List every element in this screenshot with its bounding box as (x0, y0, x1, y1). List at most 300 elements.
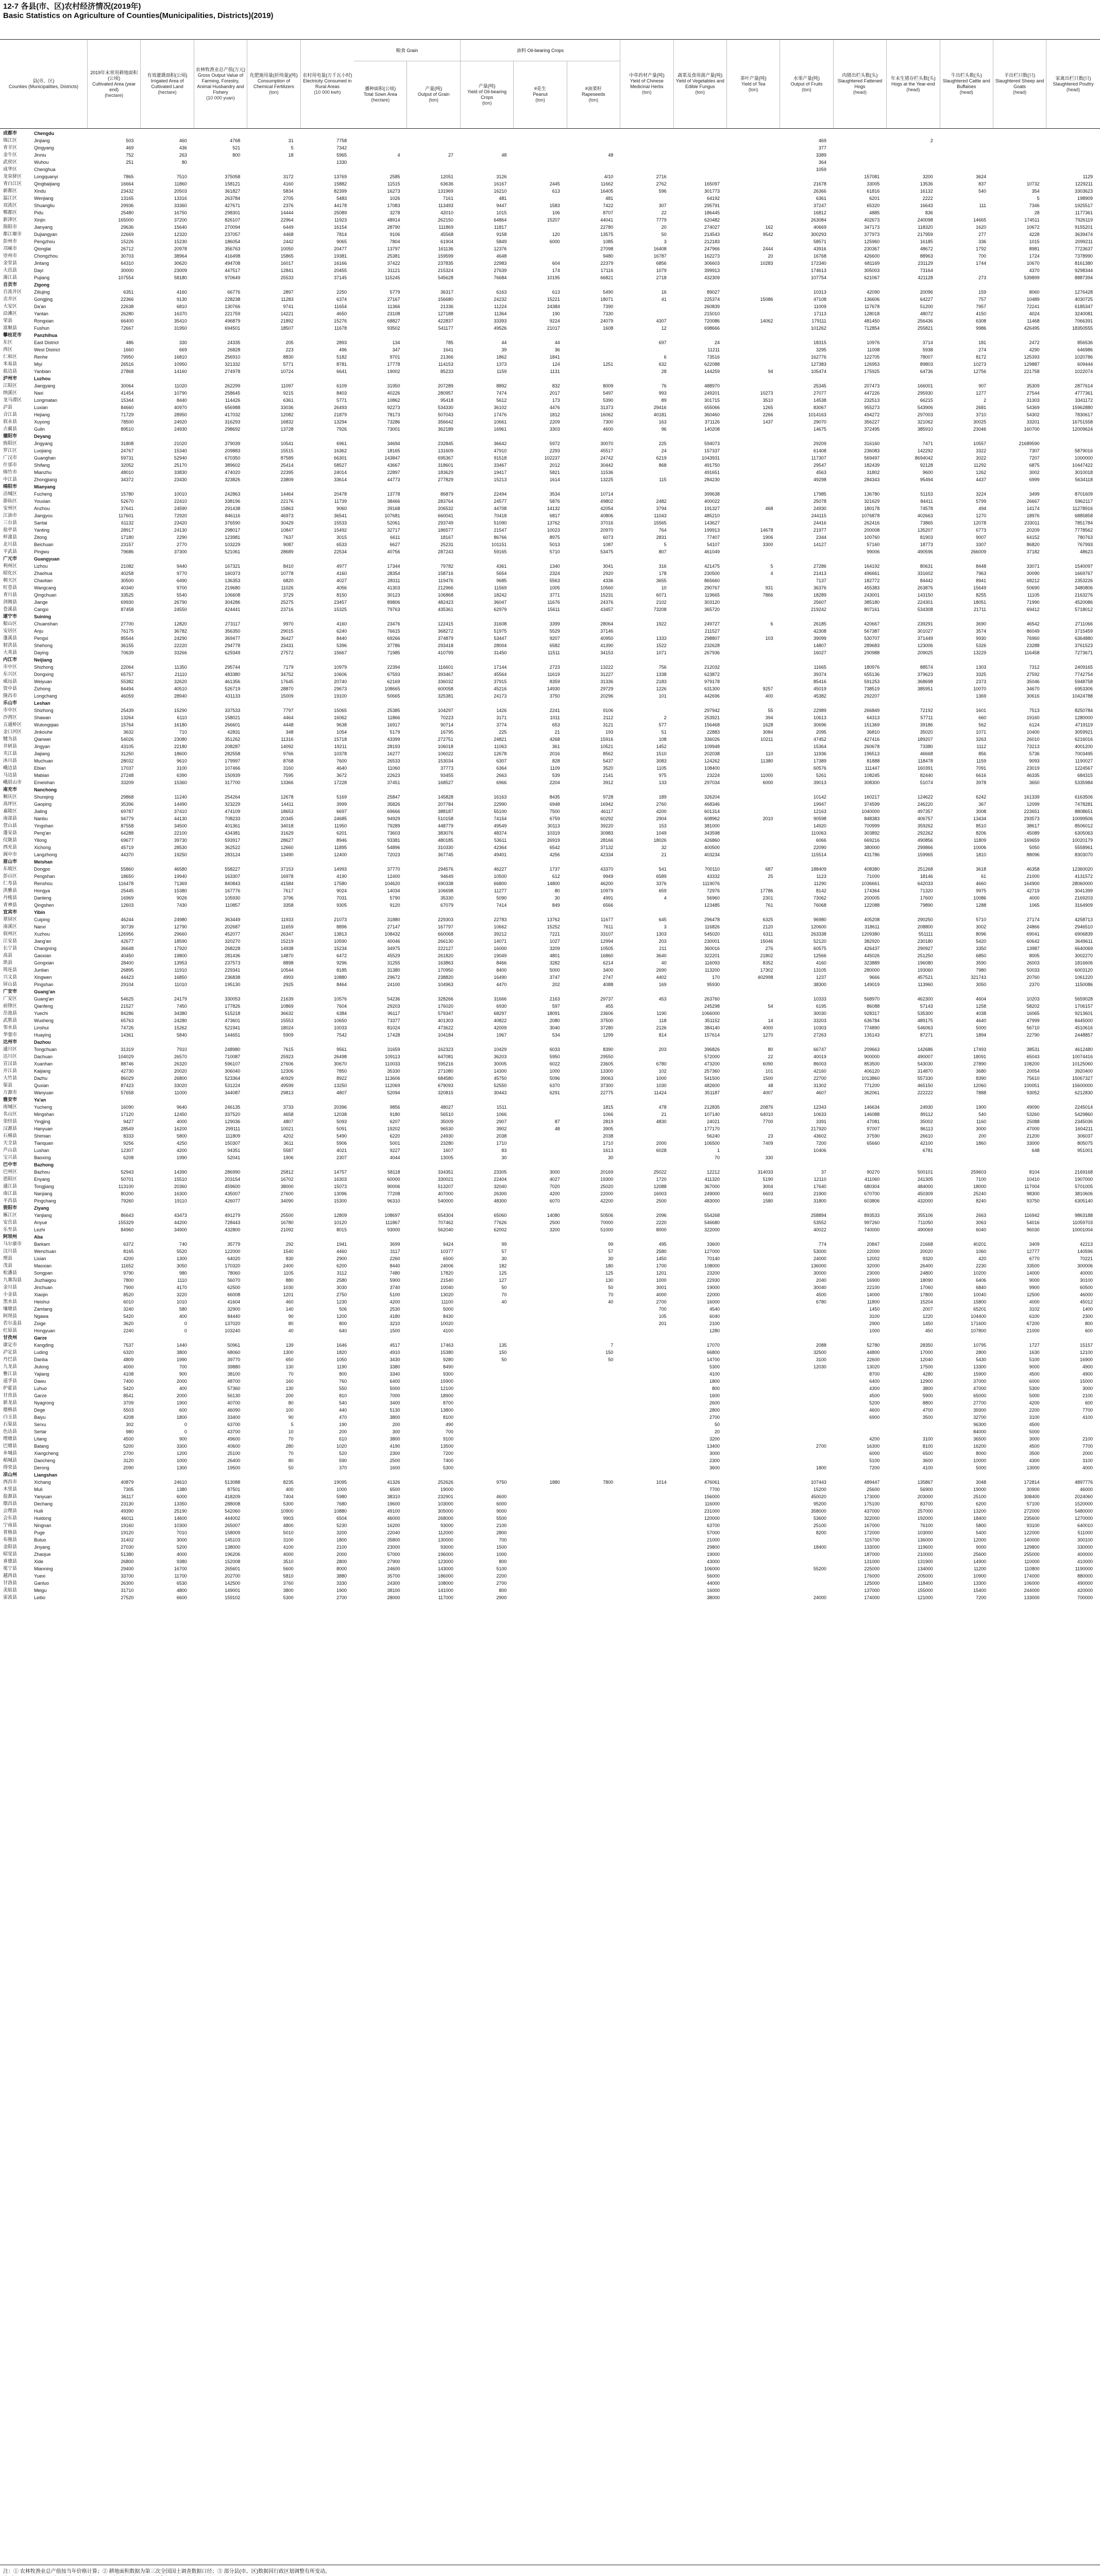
cell-value: 2010 (763, 816, 773, 821)
cell-value: 207473 (864, 383, 880, 388)
cell-value: 52780 (867, 1343, 880, 1348)
cell-value: 417032 (225, 412, 241, 417)
region-name-cn: 崇州市 (3, 253, 18, 259)
cell-value: 76 (661, 383, 667, 388)
cell-value: 50 (501, 1357, 507, 1362)
region-name-en: Jintang (34, 261, 49, 266)
cell-value: 6040 (709, 1314, 720, 1319)
region-name-cn: 华蓥市 (3, 1032, 18, 1038)
cell-value: 233011 (1024, 520, 1040, 526)
cell-value: 297003 (917, 412, 933, 417)
cell-value: 237573 (225, 960, 241, 965)
cell-value: 426077 (225, 1198, 241, 1204)
region-name-en: Xindu (34, 189, 46, 194)
cell-value: 2445 (549, 181, 560, 187)
table-row (0, 1587, 1100, 1594)
cell-value: 51200 (920, 304, 933, 309)
cell-value: 283764 (437, 499, 453, 504)
cell-value: 13953 (174, 960, 187, 965)
region-name-en: Heishui (34, 1299, 50, 1304)
cell-value: 8060 (1029, 290, 1040, 295)
cell-value: 13813 (334, 931, 347, 937)
region-name-en: Serxu (34, 1422, 46, 1427)
cell-value: 7850 (336, 1069, 347, 1074)
cell-value: 188409 (810, 867, 826, 872)
region-name-cn: 广元市 (3, 556, 18, 562)
region-name-en: Naxi (34, 391, 44, 396)
cell-value: 10074416 (1072, 1054, 1093, 1059)
cell-value: 27592 (1026, 672, 1040, 677)
cell-value: 137020 (225, 1321, 241, 1326)
cell-value: 10847 (280, 528, 294, 533)
cell-value: 12400 (334, 852, 347, 857)
region-name-cn: 利州区 (3, 564, 18, 569)
cell-value: 26003 (1026, 960, 1040, 965)
cell-value: 11008 (867, 347, 880, 352)
cell-value: 2530 (390, 1307, 400, 1312)
cell-value: 856536 (1077, 340, 1093, 345)
region-name-en: Leshan (34, 701, 50, 706)
region-name-cn: 射洪县 (3, 643, 18, 648)
cell-value: 1251 (603, 362, 614, 367)
region-name-cn: 九龙县 (3, 1364, 18, 1369)
cell-value: 28950 (174, 412, 187, 417)
cell-value: 3102 (1029, 1307, 1040, 1312)
cell-value: 29868 (121, 794, 134, 800)
table-row (0, 151, 1100, 159)
cell-value: 3 (664, 924, 667, 929)
cell-value: 110000 (1024, 1559, 1040, 1564)
cell-value: 66008 (227, 1292, 241, 1297)
cell-value: 7537 (123, 1343, 134, 1348)
region-name-cn: 游仙区 (3, 499, 18, 504)
cell-value: 26610 (920, 1133, 933, 1139)
region-name-en: Ganluo (34, 1581, 49, 1586)
cell-value: 543030 (917, 1061, 933, 1066)
cell-value: 2585 (390, 174, 400, 179)
cell-value: 37247 (813, 203, 826, 208)
cell-value: 462300 (917, 996, 933, 1002)
cell-value: 8887394 (1074, 275, 1093, 280)
cell-value: 1646 (336, 1343, 347, 1348)
cell-value: 3800 (922, 1386, 933, 1391)
cell-value: 10544 (280, 968, 294, 973)
cell-value: 6240 (336, 629, 347, 634)
region-name-en: Panzhihua (34, 333, 58, 338)
cell-value: 11350 (174, 665, 187, 670)
table-row (0, 685, 1100, 692)
cell-value: 6999 (1029, 477, 1040, 482)
region-name-cn: 青神县 (3, 903, 18, 908)
cell-value: 37641 (121, 506, 134, 511)
cell-value: 141000 (437, 1588, 453, 1593)
cell-value: 124 (552, 362, 560, 367)
cell-value: 1900 (336, 1588, 347, 1593)
region-name-cn: 简阳市 (3, 225, 18, 230)
table-row (0, 231, 1100, 238)
cell-value: 360016 (704, 946, 720, 951)
cell-value: 3618 (976, 867, 987, 872)
cell-value: 11700 (174, 1573, 187, 1579)
cell-value: 10319 (547, 831, 560, 836)
cell-value: 137000 (864, 1588, 880, 1593)
cell-value: 21 (661, 852, 667, 857)
cell-value: 11364 (494, 311, 507, 316)
region-name-cn: 武胜县 (3, 1018, 18, 1023)
cell-value: 90006 (387, 1184, 400, 1189)
cell-value: 1277 (976, 391, 987, 396)
cell-value: 15600000 (1072, 1083, 1093, 1088)
table-row (0, 793, 1100, 801)
cell-value: 8896 (336, 924, 347, 929)
cell-value: 280957 (437, 391, 453, 396)
cell-value: 13225 (600, 477, 614, 482)
cell-value: 785 (445, 340, 453, 345)
cell-value: 116478 (119, 881, 134, 886)
cell-value: 48623 (1079, 549, 1093, 554)
cell-value: 4200 (176, 1148, 187, 1153)
cell-value: 15226 (121, 239, 134, 244)
cell-value: 249727 (704, 621, 720, 626)
cell-value: 2301 (763, 895, 773, 901)
cell-value: 351262 (225, 737, 241, 742)
cell-value: 1400 (1082, 1307, 1093, 1312)
cell-value: 2663 (976, 1213, 987, 1218)
cell-value: 74726 (121, 1025, 134, 1030)
cell-value: 1300 (176, 1256, 187, 1261)
cell-value: 251250 (917, 953, 933, 958)
region-name-cn: 巴塘县 (3, 1444, 18, 1449)
cell-value: 16961 (494, 427, 507, 432)
table-row (0, 808, 1100, 815)
cell-value: 15000 (1079, 1379, 1093, 1384)
region-name-cn: 甘孜县 (3, 1393, 18, 1398)
cell-value: 8410 (283, 564, 294, 569)
cell-value: 7200 (869, 1465, 880, 1470)
table-row (0, 1154, 1100, 1161)
cell-value: 3002 (976, 924, 987, 929)
cell-value: 18146 (920, 874, 933, 879)
cell-value: 263338 (810, 931, 826, 937)
cell-value: 36155 (121, 643, 134, 648)
cell-value: 6201 (869, 196, 880, 201)
cell-value: 61132 (121, 520, 134, 526)
cell-value: 263 (179, 152, 187, 158)
region-name-cn: 雁江区 (3, 1213, 18, 1218)
cell-value: 24980 (174, 917, 187, 922)
cell-value: 2762 (656, 181, 667, 187)
cell-value: 780763 (1077, 535, 1093, 540)
region-name-en: Jinyang (34, 1545, 50, 1550)
cell-value: 16751558 (1072, 419, 1093, 425)
cell-value: 17037 (121, 766, 134, 771)
cell-value: 6200 (976, 1501, 987, 1506)
cell-value: 178 (658, 571, 667, 576)
cell-value: 7963 (976, 571, 987, 576)
cell-value: 28193 (387, 744, 400, 749)
region-name-en: Shizhong (34, 708, 54, 713)
cell-value: 35330 (387, 1069, 400, 1074)
cell-value: 3303 (549, 427, 560, 432)
cell-value: 330021 (437, 1177, 453, 1182)
cell-value: 40 (501, 1299, 507, 1304)
cell-value: 2472 (1029, 340, 1040, 345)
cell-value: 1925517 (1074, 203, 1093, 208)
cell-value: 3278 (390, 210, 400, 215)
cell-value: 322201 (704, 953, 720, 958)
cell-value: 2770 (176, 542, 187, 547)
cell-value: 3715459 (1074, 629, 1093, 634)
cell-value: 7851784 (1074, 520, 1093, 526)
cell-value: 56900 (920, 1487, 933, 1492)
cell-value: 2300 (390, 1451, 400, 1456)
cell-value: 20209 (1026, 528, 1040, 533)
cell-value: 24014 (334, 470, 347, 475)
cell-value: 29673 (334, 686, 347, 691)
cell-value: 31302 (813, 1083, 826, 1088)
cell-value: 1160 (976, 1119, 987, 1124)
cell-value: 62500 (227, 1285, 241, 1290)
cell-value: 893533 (864, 1213, 880, 1218)
cell-value: 186445 (704, 210, 720, 215)
region-name-cn: 西昌市 (3, 1480, 18, 1485)
city-row (0, 858, 1100, 866)
cell-value: 13728 (280, 427, 294, 432)
cell-value: 96117 (387, 1011, 400, 1016)
cell-value: 23108 (387, 311, 400, 316)
table-row (0, 1241, 1100, 1248)
cell-value: 5799 (976, 499, 987, 504)
cell-value: 54107 (707, 542, 720, 547)
region-name-en: Huidong (34, 1516, 52, 1521)
table-row (0, 1190, 1100, 1197)
region-name-cn: 富顺县 (3, 326, 18, 331)
cell-value: 24800 (920, 1270, 933, 1276)
cell-value: 55382 (121, 679, 134, 684)
cell-value: 5 (1037, 196, 1040, 201)
cell-value: 297942 (704, 708, 720, 713)
cell-value: 15492 (334, 528, 347, 533)
cell-value: 179997 (225, 758, 241, 764)
cell-value: 1990 (176, 1155, 187, 1160)
cell-value: 1066000 (702, 1011, 720, 1016)
cell-value: 10424788 (1072, 693, 1093, 699)
region-name-en: Pidu (34, 210, 44, 215)
cell-value: 106868 (437, 592, 453, 598)
cell-value: 31303 (1026, 398, 1040, 403)
cell-value: 14993 (334, 867, 347, 872)
cell-value: 170950 (437, 968, 453, 973)
cell-value: 322000 (864, 1516, 880, 1521)
cell-value: 12360020 (1072, 867, 1093, 872)
cell-value: 17985 (813, 492, 826, 497)
header-col: 羊出栏只数(只) Slaughtered Sheep and Goats (head) (993, 40, 1046, 128)
cell-value: 5529 (549, 629, 560, 634)
cell-value: 17389 (813, 758, 826, 764)
table-row (0, 765, 1100, 772)
cell-value: 5100 (496, 1566, 507, 1571)
cell-value: 212032 (704, 665, 720, 670)
cell-value: 15380 (174, 888, 187, 893)
cell-value: 562040 (437, 1227, 453, 1232)
cell-value: 8000 (336, 1566, 347, 1571)
cell-value: 12040 (920, 1357, 933, 1362)
cell-value: 76960 (1026, 636, 1040, 641)
cell-value: 1608 (603, 326, 614, 331)
cell-value: 9638 (336, 722, 347, 727)
region-name-en: Wenjiang (34, 196, 54, 201)
cell-value: 7409 (763, 1141, 773, 1146)
cell-value: 135143 (864, 1032, 880, 1038)
table-row (0, 1010, 1100, 1017)
cell-value: 29070 (813, 419, 826, 425)
cell-value: 16900 (1079, 1357, 1093, 1362)
cell-value: 15360 (174, 780, 187, 785)
cell-value: 136606 (864, 297, 880, 302)
cell-value: 2088 (816, 1343, 826, 1348)
cell-value: 4510616 (1074, 1025, 1093, 1030)
cell-value: 70 (608, 1292, 614, 1297)
cell-value: 274027 (704, 225, 720, 230)
region-name-en: Renhe (34, 354, 48, 360)
cell-value: 8005 (1029, 953, 1040, 958)
cell-value: 80200 (121, 1191, 134, 1196)
cell-value: 900000 (864, 1054, 880, 1059)
region-name-en: Lizhou (34, 564, 48, 569)
cell-value: 12306 (280, 1069, 294, 1074)
cell-value: 163 (658, 419, 667, 425)
cell-value: 837 (978, 181, 987, 187)
cell-value: 200 (339, 1429, 347, 1434)
region-name-cn: 理塘县 (3, 1436, 18, 1442)
cell-value: 8941 (976, 578, 987, 583)
cell-value: 93000 (440, 1545, 453, 1550)
cell-value: 5810 (283, 1573, 294, 1579)
cell-value: 17060 (920, 1285, 933, 1290)
cell-value: 57143 (920, 1004, 933, 1009)
cell-value: 6124 (1029, 722, 1040, 727)
cell-value: 29636 (121, 225, 134, 230)
cell-value: 1110 (177, 1278, 187, 1283)
cell-value: 23019 (1026, 766, 1040, 771)
cell-value: 9213601 (1074, 1011, 1093, 1016)
cell-value: 382920 (864, 939, 880, 944)
table-row (0, 1544, 1100, 1551)
cell-value: 8100 (443, 1415, 453, 1420)
cell-value: 17820 (440, 1270, 453, 1276)
cell-value: 5090 (496, 895, 507, 901)
cell-value: 7330 (603, 311, 614, 316)
cell-value: 102237 (544, 455, 560, 461)
cell-value: 24742 (600, 455, 614, 461)
cell-value: 73516 (707, 354, 720, 360)
table-row (0, 1168, 1100, 1176)
cell-value: 160373 (225, 571, 241, 576)
cell-value: 35800 (387, 1537, 400, 1543)
cell-value: 62979 (494, 607, 507, 612)
cell-value: 6219 (656, 455, 667, 461)
cell-value: 16750 (174, 210, 187, 215)
cell-value: 5879016 (1074, 448, 1093, 453)
cell-value: 2307 (336, 1155, 347, 1160)
city-row (0, 130, 1100, 137)
cell-value: 494 (978, 506, 987, 511)
cell-value: 6504 (336, 1516, 347, 1521)
cell-value: 16017 (280, 261, 294, 266)
cell-value: 22983 (494, 261, 507, 266)
cell-value: 10050 (280, 246, 294, 251)
cell-value: 1220 (922, 1314, 933, 1319)
cell-value: 4517 (390, 1343, 400, 1348)
cell-value: 24000 (813, 1256, 826, 1261)
region-name-en: Bazhong (34, 1162, 54, 1167)
table-row (0, 1060, 1100, 1067)
cell-value: 60500 (1079, 1285, 1093, 1290)
region-name-cn: 阿坝县 (3, 1314, 18, 1319)
cell-value: 572000 (704, 1054, 720, 1059)
cell-value: 140208 (704, 427, 720, 432)
cell-value: 37146 (600, 629, 614, 634)
cell-value: 407000 (437, 1191, 453, 1196)
cell-value: 95200 (813, 1501, 826, 1506)
region-name-cn: 荥经县 (3, 1119, 18, 1124)
cell-value: 237057 (225, 232, 241, 237)
cell-value: 9600 (922, 470, 933, 475)
cell-value: 5326 (976, 643, 987, 648)
cell-value: 405208 (864, 917, 880, 922)
cell-value: 18091 (547, 1011, 560, 1016)
cell-value: 11424 (654, 1090, 667, 1095)
cell-value: 10040 (440, 1285, 453, 1290)
cell-value: 711050 (918, 1220, 933, 1225)
cell-value: 655066 (704, 405, 720, 410)
cell-value: 206532 (437, 506, 453, 511)
cell-value: 400 (765, 693, 773, 699)
cell-value: 807 (658, 549, 667, 554)
cell-value: 41303 (387, 585, 400, 590)
table-row (0, 692, 1100, 700)
cell-value: 19500 (227, 1465, 241, 1470)
region-name-en: Jingyang (34, 441, 53, 446)
region-name-cn: 叙州区 (3, 931, 18, 937)
cell-value: 260678 (864, 744, 880, 749)
cell-value: 28917 (121, 528, 134, 533)
cell-value: 4100 (922, 1465, 933, 1470)
cell-value: 12566 (813, 953, 826, 958)
region-name-en: Ya'an (34, 1097, 46, 1103)
cell-value: 6542 (549, 845, 560, 850)
table-row (0, 1428, 1100, 1435)
cell-value: 14132 (547, 506, 560, 511)
table-row (0, 829, 1100, 837)
cell-value: 6070 (549, 1198, 560, 1204)
cell-value: 849 (552, 903, 560, 908)
cell-value: 601314 (704, 809, 720, 814)
cell-value: 16942 (600, 802, 614, 807)
cell-value: 7888 (976, 1090, 987, 1095)
region-name-en: Dayi (34, 268, 44, 273)
cell-value: 31121 (387, 268, 400, 273)
cell-value: 2024060 (1074, 1494, 1093, 1499)
cell-value: 442696 (704, 693, 720, 699)
cell-value: 22404 (494, 1177, 507, 1182)
cell-value: 32717 (387, 528, 400, 533)
cell-value: 488970 (704, 383, 720, 388)
cell-value: 25231 (440, 542, 453, 547)
cell-value: 1580 (763, 1198, 773, 1204)
table-row (0, 296, 1100, 303)
cell-value: 94351 (227, 1148, 241, 1153)
